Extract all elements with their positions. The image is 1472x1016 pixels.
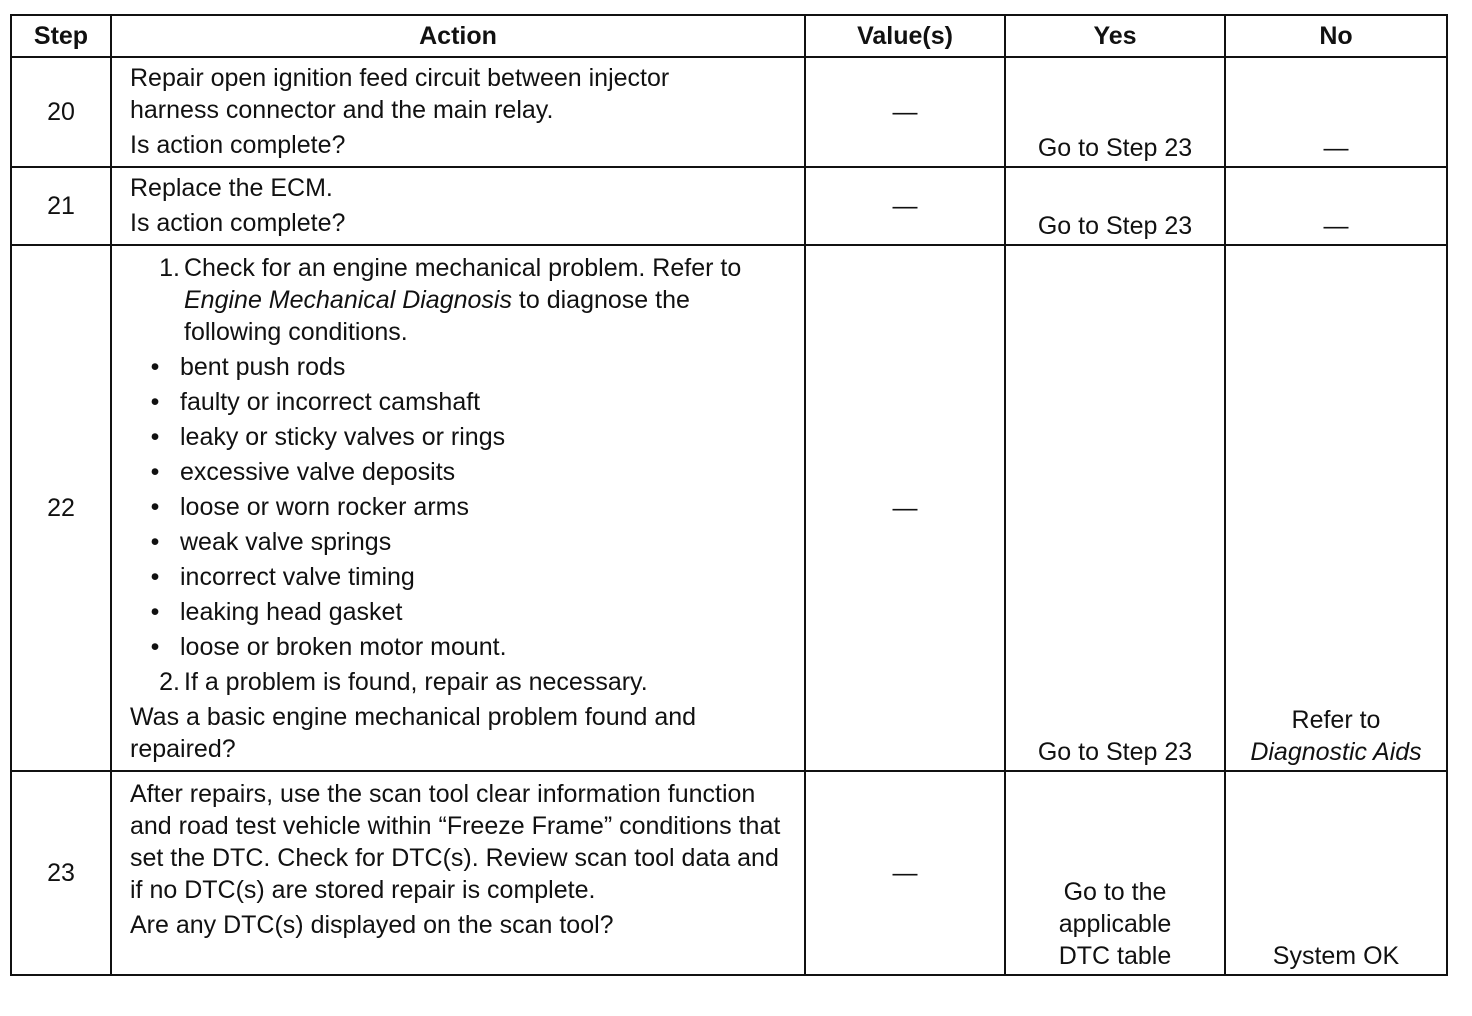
step-number: 20 bbox=[11, 57, 111, 167]
header-yes: Yes bbox=[1005, 15, 1225, 57]
list-item bbox=[130, 351, 786, 383]
list-item-text: bent push rods bbox=[180, 353, 346, 381]
bullet-icon: • bbox=[150, 388, 160, 416]
no-cell: — bbox=[1225, 57, 1447, 167]
table-row bbox=[11, 771, 1447, 975]
reference-title: Engine Mechanical Diagnosis bbox=[184, 286, 512, 314]
action-text: After repairs, use the scan tool clear information function and road test vehicle within “Freeze Frame” conditions that set the DTC. Check for DTC(s). Review scan tool data and if no DTC(s) are stored repair is complete. bbox=[130, 780, 781, 904]
action-cell bbox=[111, 245, 805, 771]
step-number: 22 bbox=[11, 245, 111, 771]
value-cell: — bbox=[805, 57, 1005, 167]
yes-cell: Go to the applicable DTC table bbox=[1005, 771, 1225, 975]
action-text: Repair open ignition feed circuit between injector bbox=[130, 64, 670, 92]
table-row bbox=[11, 57, 1447, 167]
list-item-text: leaky or sticky valves or rings bbox=[180, 423, 506, 451]
item-text-part: Check for an engine mechanical problem. Refer to bbox=[184, 254, 742, 282]
bullet-icon: • bbox=[150, 423, 160, 451]
item-number: 1. bbox=[159, 254, 180, 282]
list-item-text: weak valve springs bbox=[180, 528, 392, 556]
item-text-part: to diagnose the following conditions. bbox=[184, 286, 690, 346]
list-item-text: faulty or incorrect camshaft bbox=[180, 388, 481, 416]
item-text: If a problem is found, repair as necessary. bbox=[184, 668, 648, 696]
action-text: Replace the ECM. bbox=[130, 174, 333, 202]
no-cell: — bbox=[1225, 167, 1447, 245]
item-text bbox=[184, 252, 786, 348]
yes-cell: Go to Step 23 bbox=[1005, 57, 1225, 167]
list-item bbox=[130, 386, 786, 418]
action-text: harness connector and the main relay. bbox=[130, 96, 554, 124]
yes-cell: Go to Step 23 bbox=[1005, 245, 1225, 771]
reference-title: Diagnostic Aids bbox=[1250, 738, 1422, 766]
action-cell bbox=[111, 167, 805, 245]
header-no: No bbox=[1225, 15, 1447, 57]
header-values: Value(s) bbox=[805, 15, 1005, 57]
action-cell bbox=[111, 771, 805, 975]
value-cell: — bbox=[805, 245, 1005, 771]
list-item bbox=[130, 596, 786, 628]
no-cell: System OK bbox=[1225, 771, 1447, 975]
action-cell bbox=[111, 57, 805, 167]
list-item-text: incorrect valve timing bbox=[180, 563, 415, 591]
numbered-item bbox=[130, 666, 786, 698]
bullet-icon: • bbox=[150, 563, 160, 591]
bullet-icon: • bbox=[150, 493, 160, 521]
table-row bbox=[11, 245, 1447, 771]
header-action: Action bbox=[111, 15, 805, 57]
no-text: Refer to bbox=[1291, 706, 1381, 734]
bullet-icon: • bbox=[150, 458, 160, 486]
list-item-text: excessive valve deposits bbox=[180, 458, 456, 486]
item-number: 2. bbox=[159, 668, 180, 696]
action-question: Is action complete? bbox=[130, 131, 346, 159]
value-cell: — bbox=[805, 771, 1005, 975]
list-item bbox=[130, 491, 786, 523]
no-cell bbox=[1225, 245, 1447, 771]
bullet-icon: • bbox=[150, 633, 160, 661]
list-item bbox=[130, 631, 786, 663]
value-cell: — bbox=[805, 167, 1005, 245]
action-question: Was a basic engine mechanical problem found and repaired? bbox=[130, 703, 697, 763]
header-step: Step bbox=[11, 15, 111, 57]
list-item-text: loose or broken motor mount. bbox=[180, 633, 507, 661]
yes-cell: Go to Step 23 bbox=[1005, 167, 1225, 245]
bullet-icon: • bbox=[150, 598, 160, 626]
header-row bbox=[11, 15, 1447, 57]
list-item bbox=[130, 421, 786, 453]
list-item bbox=[130, 526, 786, 558]
table-row bbox=[11, 167, 1447, 245]
diagnostic-table bbox=[10, 14, 1448, 976]
numbered-item bbox=[130, 252, 786, 348]
action-question: Are any DTC(s) displayed on the scan tool? bbox=[130, 911, 614, 939]
action-question: Is action complete? bbox=[130, 209, 346, 237]
list-item bbox=[130, 561, 786, 593]
list-item-text: leaking head gasket bbox=[180, 598, 403, 626]
bullet-icon: • bbox=[150, 353, 160, 381]
step-number: 23 bbox=[11, 771, 111, 975]
bullet-icon: • bbox=[150, 528, 160, 556]
list-item bbox=[130, 456, 786, 488]
list-item-text: loose or worn rocker arms bbox=[180, 493, 469, 521]
step-number: 21 bbox=[11, 167, 111, 245]
